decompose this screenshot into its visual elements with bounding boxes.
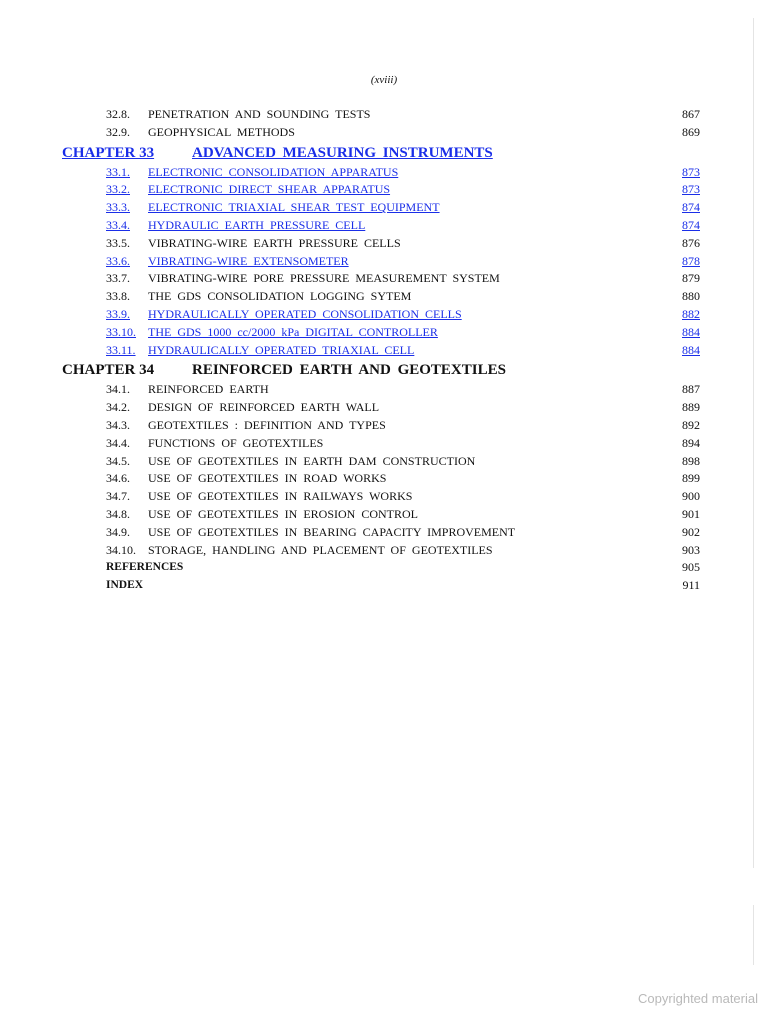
chapter-33-heading[interactable] bbox=[0, 142, 768, 164]
entry-page: 889 bbox=[682, 400, 700, 415]
entry-page: 867 bbox=[682, 107, 700, 121]
entry-page: 899 bbox=[682, 471, 700, 486]
entry-page: 887 bbox=[682, 382, 700, 397]
entry-number: 34.4. bbox=[106, 435, 130, 450]
entry-page[interactable]: 874 bbox=[682, 200, 700, 215]
copyright-watermark: Copyrighted material bbox=[638, 991, 758, 1006]
chapter-34-heading bbox=[0, 359, 768, 381]
entry-title[interactable]: VIBRATING-WIRE EXTENSOMETER bbox=[148, 253, 349, 268]
toc-entry-34-2 bbox=[0, 399, 768, 417]
entry-title: DESIGN OF REINFORCED EARTH WALL bbox=[148, 400, 380, 415]
entry-page: 905 bbox=[682, 560, 700, 575]
chapter-label[interactable]: CHAPTER 33 bbox=[62, 144, 155, 161]
entry-number[interactable]: 33.2. bbox=[106, 182, 130, 197]
entry-page: 880 bbox=[682, 289, 700, 304]
entry-page: 911 bbox=[682, 578, 700, 593]
toc-entry-33-8 bbox=[0, 288, 768, 306]
entry-title[interactable]: HYDRAULICALLY OPERATED CONSOLIDATION CELLS bbox=[148, 306, 462, 321]
toc-entry-34-6 bbox=[0, 470, 768, 488]
table-of-contents bbox=[0, 106, 768, 595]
entry-title: GEOTEXTILES : DEFINITION AND TYPES bbox=[148, 417, 386, 432]
entry-title: USE OF GEOTEXTILES IN ROAD WORKS bbox=[148, 471, 387, 486]
entry-title: THE GDS CONSOLIDATION LOGGING SYTEM bbox=[148, 289, 412, 304]
toc-entry-34-4 bbox=[0, 435, 768, 453]
entry-number[interactable]: 33.1. bbox=[106, 164, 130, 179]
toc-entry-33-2[interactable] bbox=[0, 181, 768, 199]
entry-page: 900 bbox=[682, 489, 700, 504]
toc-entry-33-1[interactable] bbox=[0, 164, 768, 182]
entry-page: 869 bbox=[682, 124, 700, 139]
entry-title[interactable]: ELECTRONIC CONSOLIDATION APPARATUS bbox=[148, 164, 399, 179]
entry-title[interactable]: HYDRAULIC EARTH PRESSURE CELL bbox=[148, 217, 366, 232]
chapter-label: CHAPTER 34 bbox=[62, 362, 155, 379]
entry-title: USE OF GEOTEXTILES IN RAILWAYS WORKS bbox=[148, 489, 413, 504]
chapter-title[interactable]: ADVANCED MEASURING INSTRUMENTS bbox=[192, 144, 493, 161]
toc-entry-33-9[interactable] bbox=[0, 306, 768, 324]
entry-number: 34.1. bbox=[106, 382, 130, 397]
entry-number[interactable]: 33.6. bbox=[106, 253, 130, 268]
toc-entry-34-5 bbox=[0, 453, 768, 471]
page-number: (xviii) bbox=[370, 74, 398, 86]
entry-title: VIBRATING-WIRE EARTH PRESSURE CELLS bbox=[148, 235, 401, 250]
toc-entry-33-10[interactable] bbox=[0, 324, 768, 342]
entry-number: 33.8. bbox=[106, 289, 130, 304]
entry-number[interactable]: 33.11. bbox=[106, 342, 136, 357]
entry-page[interactable]: 884 bbox=[682, 342, 700, 357]
toc-entry-33-11[interactable] bbox=[0, 342, 768, 360]
entry-number: 33.7. bbox=[106, 271, 130, 286]
toc-entry-33-3[interactable] bbox=[0, 199, 768, 217]
entry-title: USE OF GEOTEXTILES IN BEARING CAPACITY IMPROVEMENT bbox=[148, 524, 516, 539]
entry-number: 32.9. bbox=[106, 124, 130, 139]
entry-page: 879 bbox=[682, 271, 700, 286]
entry-number: 33.5. bbox=[106, 235, 130, 250]
entry-page[interactable]: 884 bbox=[682, 324, 700, 339]
toc-entry-33-6[interactable] bbox=[0, 253, 768, 271]
entry-title: FUNCTIONS OF GEOTEXTILES bbox=[148, 435, 324, 450]
toc-entry-33-5 bbox=[0, 235, 768, 253]
entry-title: USE OF GEOTEXTILES IN EROSION CONTROL bbox=[148, 506, 418, 521]
entry-number[interactable]: 33.4. bbox=[106, 217, 130, 232]
entry-title: STORAGE, HANDLING AND PLACEMENT OF GEOTEXTILES bbox=[148, 542, 493, 557]
entry-title[interactable]: HYDRAULICALLY OPERATED TRIAXIAL CELL bbox=[148, 342, 415, 357]
entry-page: 876 bbox=[682, 235, 700, 250]
entry-page[interactable]: 873 bbox=[682, 182, 700, 197]
toc-entry-32-9 bbox=[0, 124, 768, 142]
entry-number: 34.9. bbox=[106, 524, 130, 539]
entry-number: 34.7. bbox=[106, 489, 130, 504]
entry-title: USE OF GEOTEXTILES IN EARTH DAM CONSTRUCTION bbox=[148, 453, 476, 468]
entry-page: 902 bbox=[682, 524, 700, 539]
toc-entry-33-7 bbox=[0, 270, 768, 288]
entry-title[interactable]: ELECTRONIC DIRECT SHEAR APPARATUS bbox=[148, 182, 391, 197]
entry-number: 34.5. bbox=[106, 453, 130, 468]
toc-entry-34-7 bbox=[0, 488, 768, 506]
entry-number: 34.2. bbox=[106, 400, 130, 415]
entry-number[interactable]: 33.9. bbox=[106, 306, 130, 321]
entry-title[interactable]: THE GDS 1000 cc/2000 kPa DIGITAL CONTROLLER bbox=[148, 324, 438, 339]
toc-entry-32-8 bbox=[0, 106, 768, 124]
page-edge-line bbox=[753, 905, 754, 965]
toc-entry-34-3 bbox=[0, 417, 768, 435]
entry-page: 901 bbox=[682, 506, 700, 521]
entry-number: 34.8. bbox=[106, 506, 130, 521]
entry-page: 894 bbox=[682, 435, 700, 450]
entry-page[interactable]: 882 bbox=[682, 306, 700, 321]
entry-title: REFERENCES bbox=[106, 561, 184, 574]
toc-entry-34-8 bbox=[0, 506, 768, 524]
toc-entry-references bbox=[0, 559, 768, 577]
entry-page: 898 bbox=[682, 453, 700, 468]
toc-entry-34-9 bbox=[0, 524, 768, 542]
page-edge-line bbox=[753, 18, 754, 868]
entry-number: 34.10. bbox=[106, 542, 136, 557]
toc-entry-index bbox=[0, 577, 768, 595]
entry-page[interactable]: 874 bbox=[682, 217, 700, 232]
entry-title: INDEX bbox=[106, 579, 144, 592]
entry-page: 892 bbox=[682, 417, 700, 432]
chapter-title: REINFORCED EARTH AND GEOTEXTILES bbox=[192, 362, 506, 379]
entry-page[interactable]: 873 bbox=[682, 164, 700, 179]
entry-title: REINFORCED EARTH bbox=[148, 382, 269, 397]
entry-page: 903 bbox=[682, 542, 700, 557]
entry-number[interactable]: 33.10. bbox=[106, 324, 136, 339]
entry-title: PENETRATION AND SOUNDING TESTS bbox=[148, 107, 371, 121]
entry-number: 34.6. bbox=[106, 471, 130, 486]
toc-entry-34-10 bbox=[0, 542, 768, 560]
entry-title[interactable]: ELECTRONIC TRIAXIAL SHEAR TEST EQUIPMENT bbox=[148, 200, 440, 215]
entry-title: VIBRATING-WIRE PORE PRESSURE MEASUREMENT SYSTEM bbox=[148, 271, 500, 286]
entry-number[interactable]: 33.3. bbox=[106, 200, 130, 215]
entry-number: 34.3. bbox=[106, 417, 130, 432]
entry-title: GEOPHYSICAL METHODS bbox=[148, 124, 295, 139]
entry-page[interactable]: 878 bbox=[682, 253, 700, 268]
toc-entry-33-4[interactable] bbox=[0, 217, 768, 235]
toc-entry-34-1 bbox=[0, 381, 768, 399]
entry-number: 32.8. bbox=[106, 107, 130, 121]
